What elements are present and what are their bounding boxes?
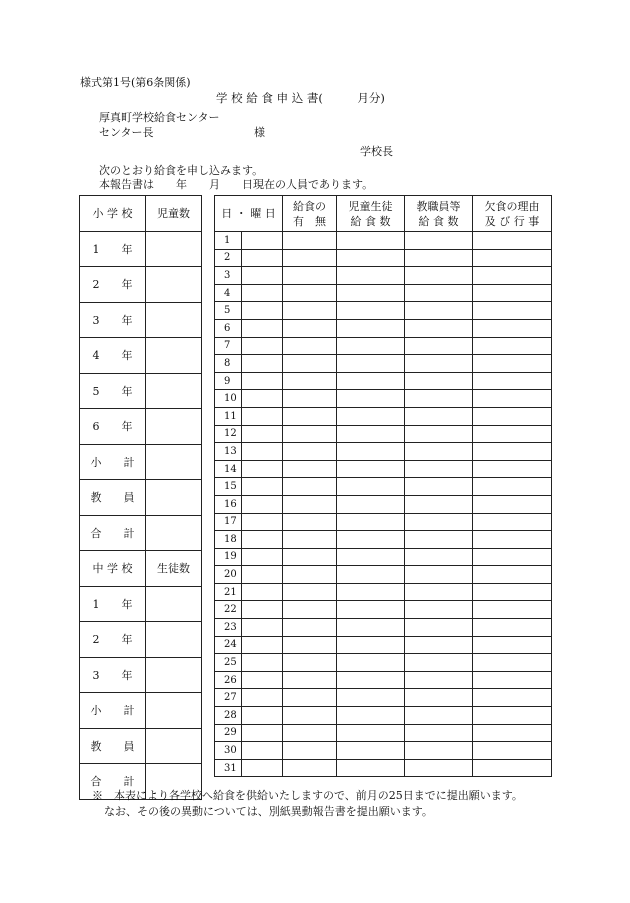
entry-cell: [337, 284, 405, 302]
entry-cell: [283, 583, 337, 601]
table-row: [215, 495, 552, 513]
entry-cell: [242, 513, 283, 531]
table-row: [80, 728, 202, 764]
entry-cell: [337, 249, 405, 267]
table-row: [80, 657, 202, 693]
entry-cell: [473, 707, 552, 725]
entry-cell: [473, 390, 552, 408]
table-row: [215, 372, 552, 390]
entry-cell: [337, 478, 405, 496]
day-number: 22: [215, 601, 242, 619]
entry-cell: [337, 443, 405, 461]
entry-cell: [473, 566, 552, 584]
day-number: 20: [215, 566, 242, 584]
entry-cell: [337, 707, 405, 725]
school-type-header: 小 学 校: [80, 196, 146, 232]
entry-cell: [242, 460, 283, 478]
entry-cell: [242, 724, 283, 742]
entry-cell: [337, 548, 405, 566]
count-cell: [146, 657, 202, 693]
day-number: 26: [215, 671, 242, 689]
day-number: 13: [215, 443, 242, 461]
entry-cell: [242, 390, 283, 408]
intro-line-1: 次のとおり給食を申し込みます。: [99, 164, 264, 177]
table-row: [215, 707, 552, 725]
school-type-header: 中 学 校: [80, 551, 146, 587]
entry-cell: [405, 742, 473, 760]
entry-cell: [283, 232, 337, 250]
entry-cell: [242, 495, 283, 513]
entry-cell: [405, 759, 473, 777]
entry-cell: [405, 232, 473, 250]
entry-cell: [405, 548, 473, 566]
grade-label: 教 員: [80, 480, 146, 516]
entry-cell: [405, 460, 473, 478]
count-cell: [146, 373, 202, 409]
entry-cell: [283, 443, 337, 461]
entry-cell: [473, 601, 552, 619]
entry-cell: [405, 267, 473, 285]
entry-cell: [473, 319, 552, 337]
table-row: [215, 513, 552, 531]
entry-cell: [283, 513, 337, 531]
day-number: 19: [215, 548, 242, 566]
entry-cell: [337, 407, 405, 425]
count-cell: [146, 693, 202, 729]
table-row: [215, 390, 552, 408]
entry-cell: [337, 671, 405, 689]
table-row: [215, 443, 552, 461]
entry-cell: [283, 355, 337, 373]
grade-label: 小 計: [80, 693, 146, 729]
table-row: [215, 689, 552, 707]
table-row: [215, 425, 552, 443]
entry-cell: [242, 583, 283, 601]
entry-cell: [242, 636, 283, 654]
entry-cell: [283, 372, 337, 390]
day-number: 23: [215, 619, 242, 637]
entry-cell: [473, 513, 552, 531]
entry-cell: [473, 636, 552, 654]
count-cell: [146, 267, 202, 303]
entry-cell: [242, 407, 283, 425]
entry-cell: [473, 355, 552, 373]
entry-cell: [242, 531, 283, 549]
entry-cell: [242, 302, 283, 320]
day-number: 31: [215, 759, 242, 777]
addressee-org: 厚真町学校給食センター: [99, 111, 220, 124]
entry-cell: [242, 267, 283, 285]
entry-cell: [242, 619, 283, 637]
grade-label: 5 年: [80, 373, 146, 409]
day-number: 2: [215, 249, 242, 267]
day-number: 1: [215, 232, 242, 250]
table-row: [215, 284, 552, 302]
table-header-row: [80, 196, 202, 232]
grade-label: 6 年: [80, 409, 146, 445]
student-count-table: [79, 195, 202, 800]
entry-cell: [473, 619, 552, 637]
column-header: 給食の 有 無: [283, 196, 337, 232]
entry-cell: [405, 443, 473, 461]
addressee-honorific: 様: [254, 126, 265, 139]
table-row: [215, 267, 552, 285]
day-number: 21: [215, 583, 242, 601]
day-number: 12: [215, 425, 242, 443]
count-cell: [146, 444, 202, 480]
column-header: 欠食の理由 及 び 行 事: [473, 196, 552, 232]
entry-cell: [473, 443, 552, 461]
entry-cell: [337, 319, 405, 337]
entry-cell: [283, 319, 337, 337]
table-row: [215, 355, 552, 373]
table-row: [215, 407, 552, 425]
entry-cell: [337, 566, 405, 584]
grade-label: 合 計: [80, 764, 146, 800]
day-number: 18: [215, 531, 242, 549]
entry-cell: [405, 601, 473, 619]
entry-cell: [473, 372, 552, 390]
entry-cell: [405, 390, 473, 408]
entry-cell: [283, 390, 337, 408]
entry-cell: [337, 601, 405, 619]
entry-cell: [242, 355, 283, 373]
table-row: [215, 460, 552, 478]
entry-cell: [242, 689, 283, 707]
entry-cell: [473, 267, 552, 285]
entry-cell: [405, 337, 473, 355]
day-number: 3: [215, 267, 242, 285]
count-header: 生徒数: [146, 551, 202, 587]
entry-cell: [337, 513, 405, 531]
entry-cell: [337, 337, 405, 355]
entry-cell: [473, 284, 552, 302]
table-row: [80, 267, 202, 303]
entry-cell: [473, 531, 552, 549]
entry-cell: [405, 671, 473, 689]
entry-cell: [337, 390, 405, 408]
entry-cell: [242, 478, 283, 496]
table-row: [80, 338, 202, 374]
day-number: 4: [215, 284, 242, 302]
entry-cell: [283, 601, 337, 619]
entry-cell: [242, 671, 283, 689]
entry-cell: [405, 583, 473, 601]
entry-cell: [473, 249, 552, 267]
day-number: 5: [215, 302, 242, 320]
grade-label: 1 年: [80, 586, 146, 622]
entry-cell: [283, 249, 337, 267]
entry-cell: [337, 232, 405, 250]
entry-cell: [283, 619, 337, 637]
entry-cell: [242, 601, 283, 619]
entry-cell: [405, 724, 473, 742]
entry-cell: [337, 583, 405, 601]
table-row: [215, 636, 552, 654]
entry-cell: [242, 249, 283, 267]
count-cell: [146, 622, 202, 658]
entry-cell: [242, 337, 283, 355]
table-row: [215, 531, 552, 549]
column-header: 教職員等 給 食 数: [405, 196, 473, 232]
entry-cell: [405, 513, 473, 531]
entry-cell: [283, 689, 337, 707]
grade-label: 小 計: [80, 444, 146, 480]
entry-cell: [337, 495, 405, 513]
entry-cell: [242, 654, 283, 672]
entry-cell: [405, 636, 473, 654]
table-row: [80, 409, 202, 445]
entry-cell: [405, 355, 473, 373]
entry-cell: [473, 689, 552, 707]
day-number: 9: [215, 372, 242, 390]
entry-cell: [473, 302, 552, 320]
grade-label: 4 年: [80, 338, 146, 374]
table-row: [215, 478, 552, 496]
entry-cell: [337, 425, 405, 443]
grade-label: 1 年: [80, 231, 146, 267]
entry-cell: [405, 407, 473, 425]
table-row: [80, 373, 202, 409]
day-number: 17: [215, 513, 242, 531]
entry-cell: [242, 566, 283, 584]
table-row: [80, 444, 202, 480]
day-number: 28: [215, 707, 242, 725]
entry-cell: [283, 267, 337, 285]
entry-cell: [473, 460, 552, 478]
entry-cell: [242, 742, 283, 760]
table-row: [80, 231, 202, 267]
grade-label: 3 年: [80, 302, 146, 338]
table-row: [215, 742, 552, 760]
entry-cell: [283, 337, 337, 355]
day-number: 24: [215, 636, 242, 654]
entry-cell: [473, 232, 552, 250]
entry-cell: [337, 355, 405, 373]
table-row: [80, 693, 202, 729]
day-number: 27: [215, 689, 242, 707]
table-row: [215, 337, 552, 355]
table-row: [215, 671, 552, 689]
note-line-1: ※ 本表により各学校へ給食を供給いたしますので、前月の25日までに提出願います。: [92, 789, 523, 802]
table-row: [215, 724, 552, 742]
entry-cell: [283, 284, 337, 302]
day-number: 25: [215, 654, 242, 672]
count-cell: [146, 480, 202, 516]
entry-cell: [405, 284, 473, 302]
table-row: [215, 232, 552, 250]
entry-cell: [283, 654, 337, 672]
entry-cell: [242, 707, 283, 725]
entry-cell: [242, 232, 283, 250]
entry-cell: [405, 495, 473, 513]
entry-cell: [283, 425, 337, 443]
table-header-row: [80, 551, 202, 587]
table-row: [215, 759, 552, 777]
entry-cell: [473, 478, 552, 496]
entry-cell: [473, 583, 552, 601]
count-header: 児童数: [146, 196, 202, 232]
count-cell: [146, 231, 202, 267]
entry-cell: [473, 759, 552, 777]
day-number: 15: [215, 478, 242, 496]
entry-cell: [242, 759, 283, 777]
sender-principal: 学校長: [360, 145, 393, 158]
table-row: [80, 515, 202, 551]
entry-cell: [337, 267, 405, 285]
day-number: 16: [215, 495, 242, 513]
entry-cell: [283, 671, 337, 689]
entry-cell: [283, 707, 337, 725]
entry-cell: [337, 302, 405, 320]
table-row: [80, 480, 202, 516]
entry-cell: [283, 636, 337, 654]
entry-cell: [283, 548, 337, 566]
day-number: 7: [215, 337, 242, 355]
entry-cell: [405, 707, 473, 725]
day-number: 8: [215, 355, 242, 373]
count-cell: [146, 409, 202, 445]
entry-cell: [405, 425, 473, 443]
intro-line-2: 本報告書は 年 月 日現在の人員であります。: [99, 178, 374, 191]
entry-cell: [337, 759, 405, 777]
entry-cell: [242, 425, 283, 443]
entry-cell: [405, 372, 473, 390]
day-number: 10: [215, 390, 242, 408]
entry-cell: [473, 337, 552, 355]
addressee-title: センター長: [99, 126, 154, 139]
entry-cell: [405, 654, 473, 672]
column-header: 日 ・ 曜 日: [215, 196, 283, 232]
entry-cell: [405, 478, 473, 496]
table-row: [215, 548, 552, 566]
entry-cell: [473, 724, 552, 742]
entry-cell: [337, 654, 405, 672]
count-cell: [146, 586, 202, 622]
entry-cell: [405, 319, 473, 337]
table-row: [80, 622, 202, 658]
grade-label: 2 年: [80, 267, 146, 303]
entry-cell: [283, 759, 337, 777]
grade-label: 教 員: [80, 728, 146, 764]
count-cell: [146, 515, 202, 551]
entry-cell: [337, 619, 405, 637]
count-cell: [146, 728, 202, 764]
entry-cell: [337, 636, 405, 654]
table-row: [215, 654, 552, 672]
entry-cell: [337, 724, 405, 742]
form-title: 学 校 給 食 申 込 書( 月分): [216, 91, 385, 105]
entry-cell: [283, 566, 337, 584]
entry-cell: [242, 443, 283, 461]
note-line-2: なお、その後の異動については、別紙異動報告書を提出願います。: [104, 805, 433, 818]
entry-cell: [283, 495, 337, 513]
entry-cell: [473, 671, 552, 689]
entry-cell: [405, 689, 473, 707]
table-row: [215, 619, 552, 637]
entry-cell: [242, 319, 283, 337]
entry-cell: [473, 407, 552, 425]
entry-cell: [283, 531, 337, 549]
entry-cell: [283, 407, 337, 425]
entry-cell: [405, 531, 473, 549]
grade-label: 合 計: [80, 515, 146, 551]
entry-cell: [405, 302, 473, 320]
table-row: [215, 583, 552, 601]
entry-cell: [473, 742, 552, 760]
daily-meal-table: [214, 195, 552, 777]
entry-cell: [283, 742, 337, 760]
entry-cell: [337, 689, 405, 707]
day-number: 11: [215, 407, 242, 425]
form-number: 様式第1号(第6条関係): [80, 76, 191, 89]
table-row: [215, 566, 552, 584]
entry-cell: [337, 372, 405, 390]
entry-cell: [242, 372, 283, 390]
table-row: [80, 586, 202, 622]
table-row: [215, 319, 552, 337]
entry-cell: [405, 566, 473, 584]
grade-label: 3 年: [80, 657, 146, 693]
entry-cell: [473, 654, 552, 672]
table-row: [215, 302, 552, 320]
entry-cell: [405, 619, 473, 637]
day-number: 14: [215, 460, 242, 478]
entry-cell: [283, 478, 337, 496]
entry-cell: [337, 531, 405, 549]
entry-cell: [473, 548, 552, 566]
day-number: 30: [215, 742, 242, 760]
day-number: 6: [215, 319, 242, 337]
entry-cell: [242, 548, 283, 566]
entry-cell: [473, 495, 552, 513]
entry-cell: [337, 742, 405, 760]
count-cell: [146, 338, 202, 374]
entry-cell: [242, 284, 283, 302]
day-number: 29: [215, 724, 242, 742]
entry-cell: [283, 724, 337, 742]
entry-cell: [405, 249, 473, 267]
column-header: 児童生徒 給 食 数: [337, 196, 405, 232]
entry-cell: [283, 460, 337, 478]
count-cell: [146, 302, 202, 338]
entry-cell: [473, 425, 552, 443]
table-row: [215, 601, 552, 619]
entry-cell: [283, 302, 337, 320]
entry-cell: [337, 460, 405, 478]
table-row: [80, 302, 202, 338]
table-header-row: [215, 196, 552, 232]
grade-label: 2 年: [80, 622, 146, 658]
table-row: [215, 249, 552, 267]
